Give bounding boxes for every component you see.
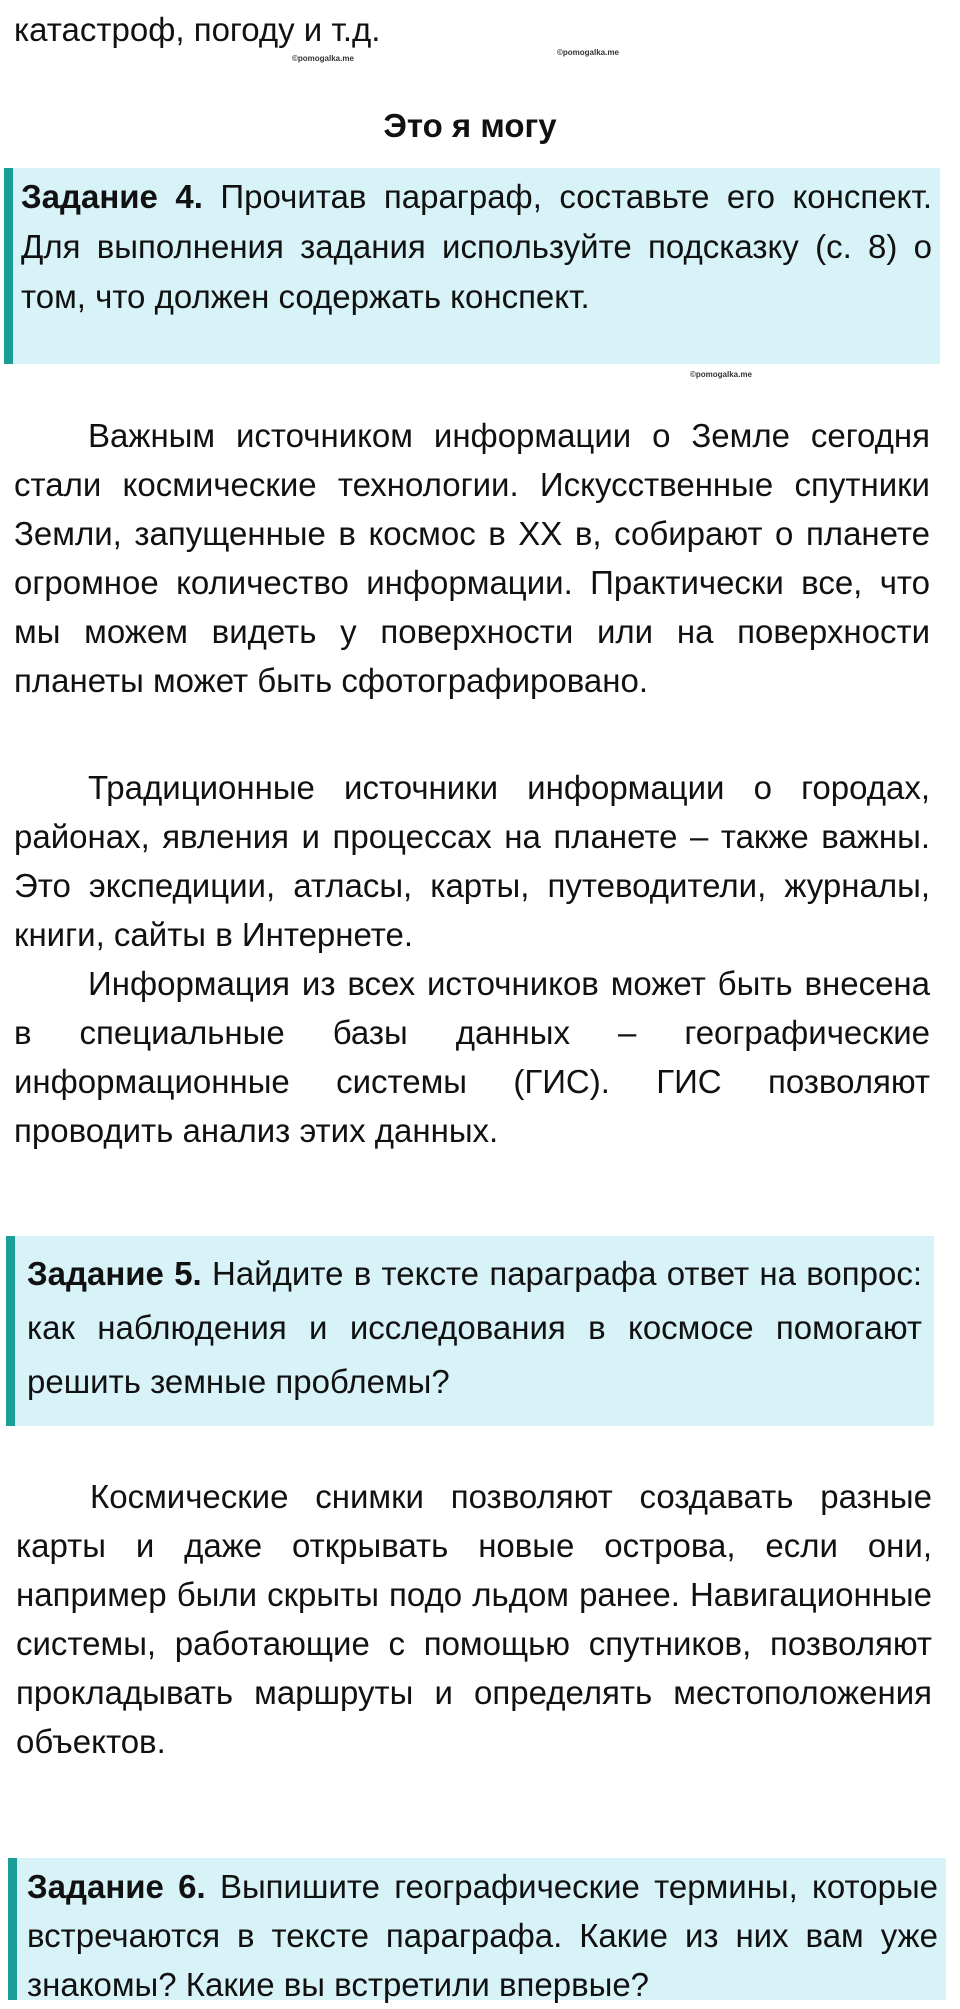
task-5-text: Найдите в тексте параграфа ответ на вопрос: как наблюдения и исследования в космосе помогают решить земные проблемы? — [27, 1255, 922, 1400]
answer-5-paragraph: Космические снимки позволяют создавать разные карты и даже открывать новые острова, если они, например были скрыты подо льдом ранее. Навигационные системы, работающие с помощью спутников, позволяют прокладывать маршруты и определять местоположения объектов. — [16, 1478, 932, 1760]
previous-text-tail: катастроф, погоду и т.д. — [14, 11, 381, 48]
watermark: ©pomogalka.me — [557, 48, 619, 57]
watermark: ©pomogalka.me — [292, 54, 354, 63]
watermark: ©pomogalka.me — [690, 370, 752, 379]
answer-4-paragraph-3: Информация из всех источников может быть внесена в специальные базы данных – географические информационные системы (ГИС). ГИС позволяют проводить анализ этих данных. — [14, 965, 930, 1149]
task-4-box — [4, 168, 940, 364]
answer-4-paragraph-2: Традиционные источники информации о городах, районах, явления и процессах на планете – также важны. Это экспедиции, атласы, карты, путеводители, журналы, книги, сайты в Интернете. — [14, 769, 930, 953]
section-heading: Это я могу — [383, 107, 557, 144]
answer-4-paragraph-1: Важным источником информации о Земле сегодня стали космические технологии. Искусственные спутники Земли, запущенные в космос в XX в, собирают о планете огромное количество информации. Практически все, что мы можем видеть у поверхности или на поверхности планеты может быть сфотографировано. — [14, 417, 930, 699]
task-6-label: Задание 6. — [27, 1868, 206, 1905]
task-5-box — [6, 1236, 934, 1426]
task-5-label: Задание 5. — [27, 1255, 202, 1292]
task-6-text: Выпишите географические термины, которые встречаются в тексте параграфа. Какие из них вам уже знакомы? Какие вы встретили впервые? — [27, 1868, 939, 2003]
task-4-text: Прочитав параграф, составьте его конспект. Для выполнения задания используйте подсказку (с. 8) о том, что должен содержать конспект. — [21, 178, 932, 315]
task-4-label: Задание 4. — [21, 178, 203, 215]
task-6-box — [8, 1858, 946, 2003]
